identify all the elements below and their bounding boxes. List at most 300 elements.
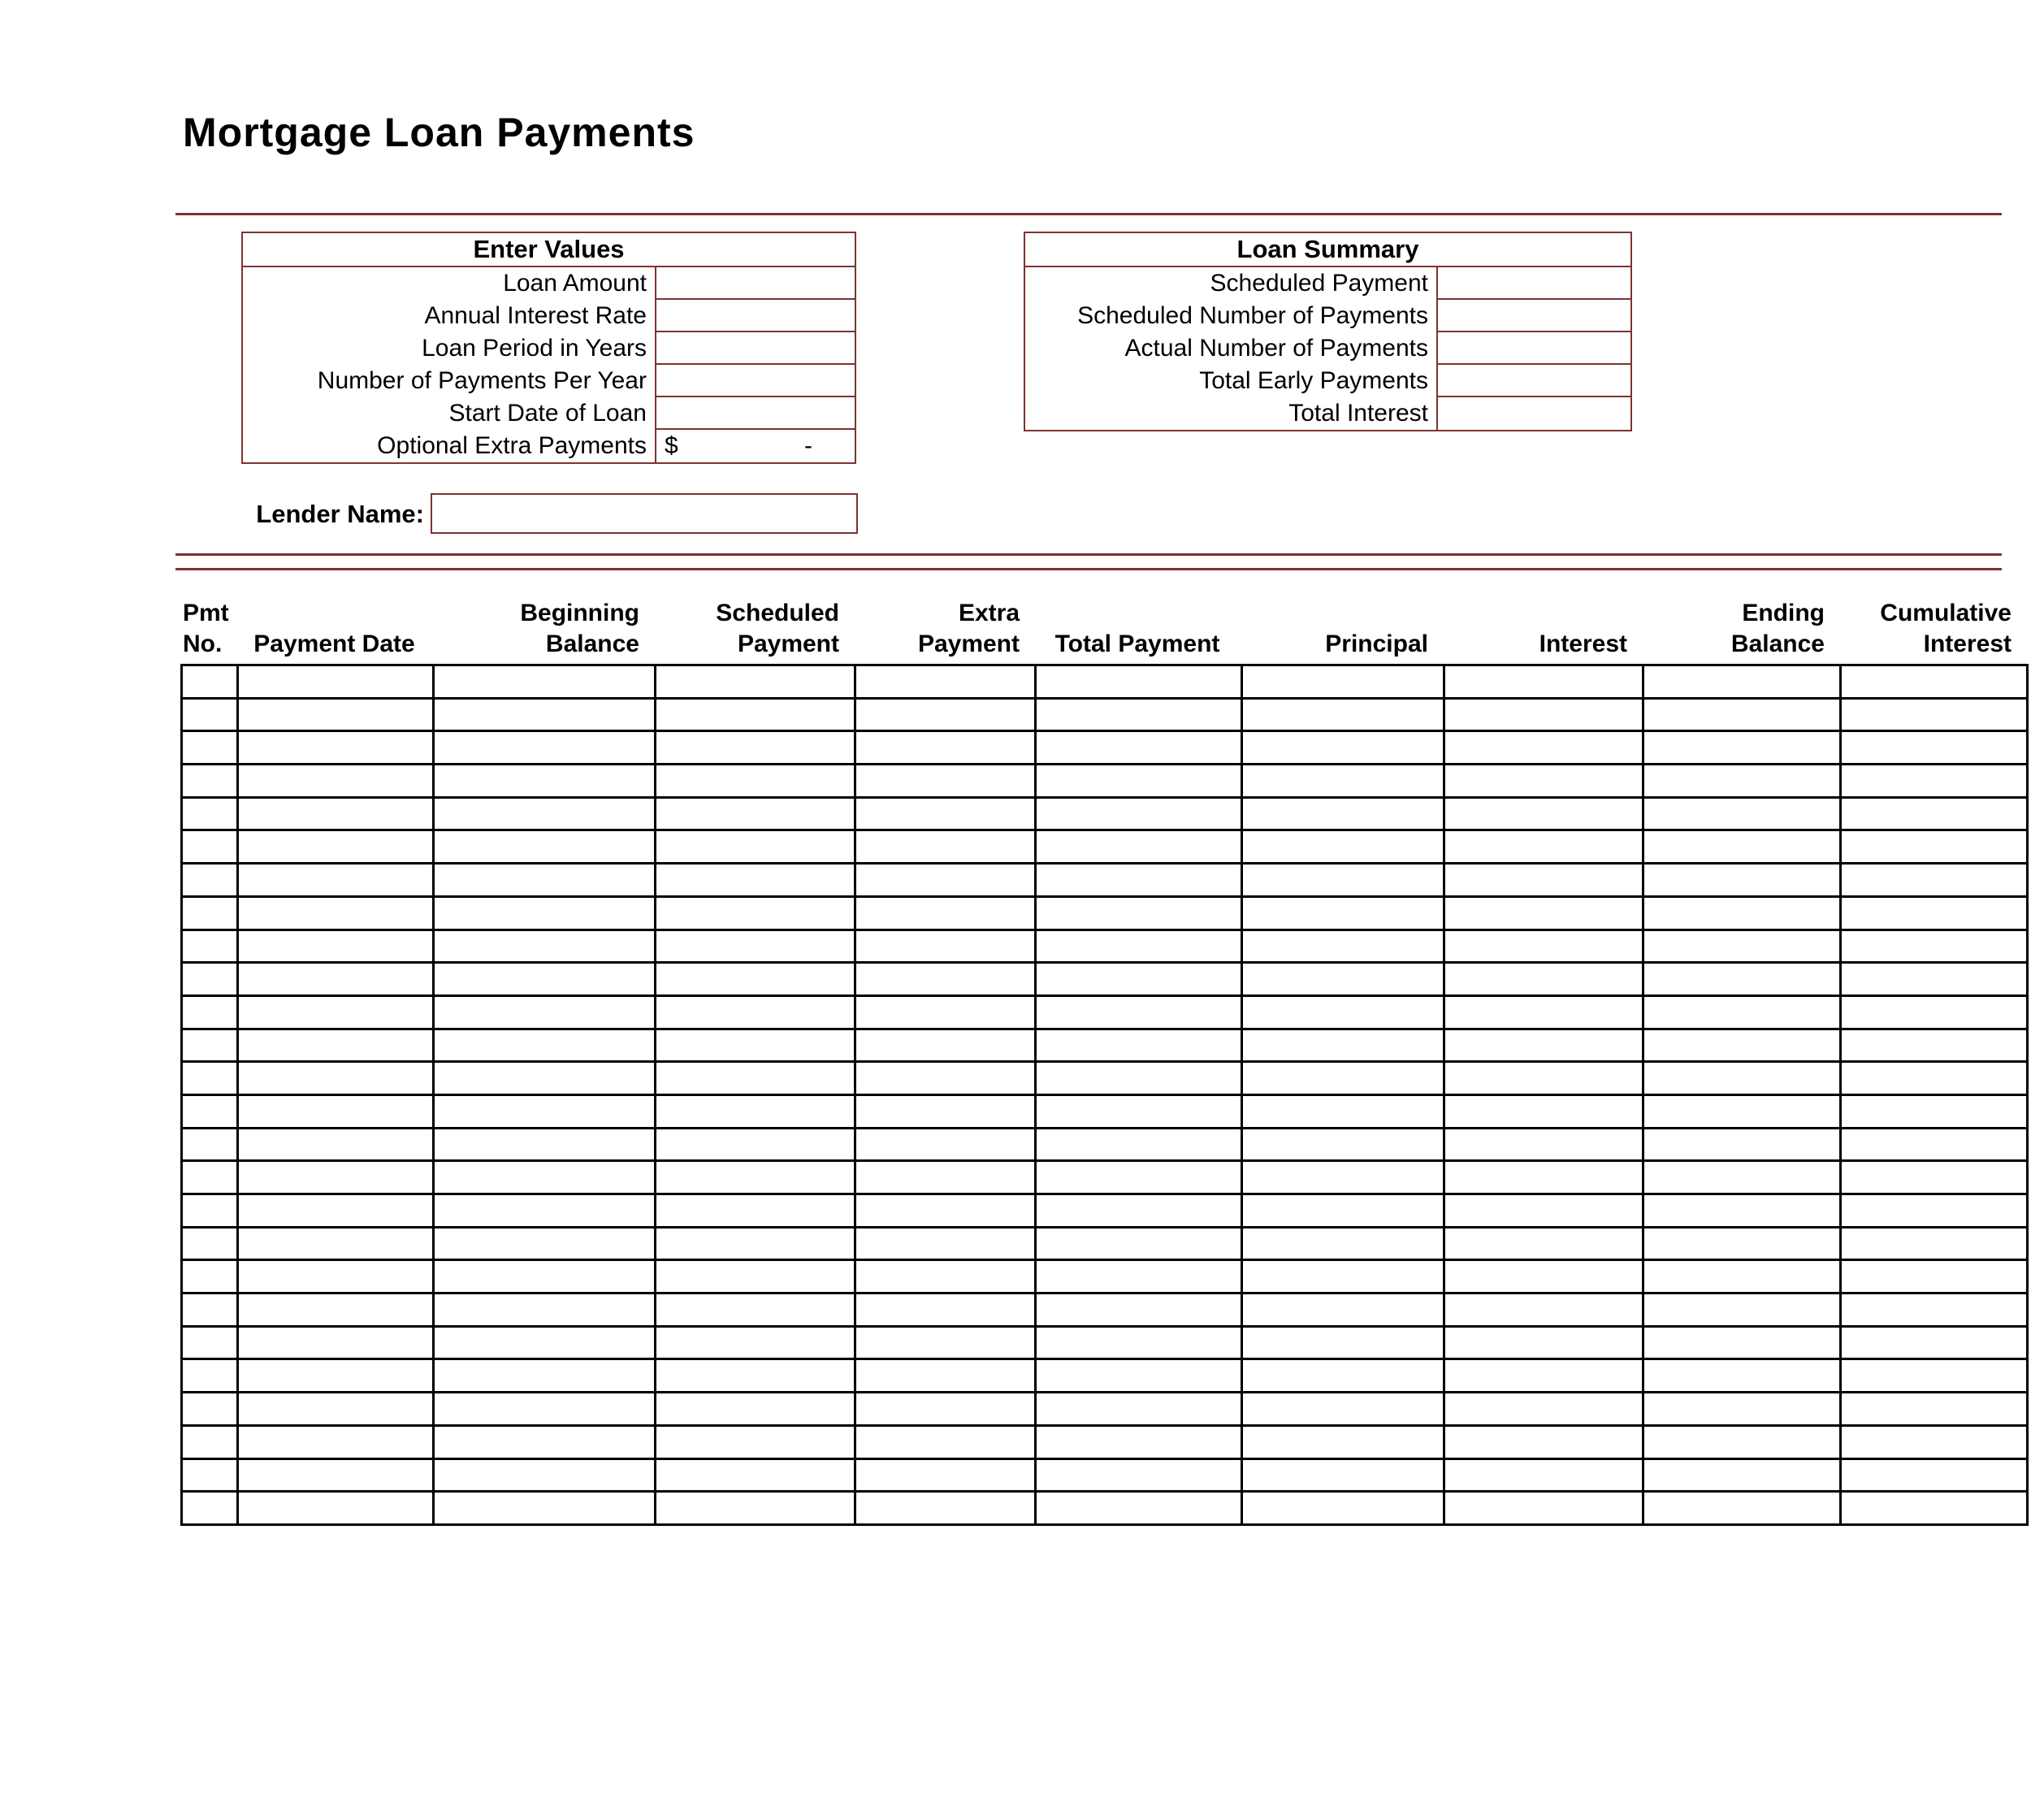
schedule-cell-interest[interactable] <box>1444 963 1643 996</box>
field-row-scheduled-payment <box>1025 267 1630 300</box>
schedule-cell-interest[interactable] <box>1444 1294 1643 1327</box>
schedule-cell-cumulative-interest[interactable] <box>1841 1094 2028 1128</box>
schedule-cell-interest[interactable] <box>1444 1227 1643 1260</box>
schedule-cell-ending-balance[interactable] <box>1643 1161 1841 1194</box>
schedule-cell-interest[interactable] <box>1444 1359 1643 1393</box>
schedule-cell-cumulative-interest[interactable] <box>1841 1161 2028 1194</box>
schedule-cell-total-payment[interactable] <box>1036 1062 1242 1095</box>
schedule-cell-scheduled-payment[interactable] <box>656 1227 855 1260</box>
schedule-row <box>182 1128 2028 1161</box>
schedule-cell-total-payment[interactable] <box>1036 1458 1242 1492</box>
schedule-cell-principal[interactable] <box>1242 1029 1444 1062</box>
schedule-cell-interest[interactable] <box>1444 830 1643 864</box>
schedule-cell-beginning-balance[interactable] <box>434 1294 656 1327</box>
schedule-cell-interest[interactable] <box>1444 1425 1643 1458</box>
schedule-cell-extra-payment[interactable] <box>855 1425 1036 1458</box>
schedule-cell-pmt-no[interactable] <box>182 1094 238 1128</box>
schedule-cell-payment-date[interactable] <box>238 864 434 897</box>
schedule-cell-total-payment[interactable] <box>1036 1094 1242 1128</box>
schedule-cell-interest[interactable] <box>1444 1128 1643 1161</box>
schedule-cell-principal[interactable] <box>1242 1393 1444 1426</box>
value-cell-optional-extra-payments[interactable] <box>655 430 855 462</box>
value-cell-loan-period-in-years[interactable] <box>655 332 855 365</box>
schedule-cell-total-payment[interactable] <box>1036 995 1242 1029</box>
schedule-cell-principal[interactable] <box>1242 864 1444 897</box>
schedule-cell-cumulative-interest[interactable] <box>1841 963 2028 996</box>
schedule-cell-extra-payment[interactable] <box>855 1128 1036 1161</box>
schedule-cell-ending-balance[interactable] <box>1643 1260 1841 1294</box>
schedule-cell-payment-date[interactable] <box>238 1094 434 1128</box>
schedule-cell-scheduled-payment[interactable] <box>656 995 855 1029</box>
schedule-cell-payment-date[interactable] <box>238 1326 434 1359</box>
schedule-cell-interest[interactable] <box>1444 1062 1643 1095</box>
field-row-number-of-payments-per-year <box>243 365 855 397</box>
schedule-cell-cumulative-interest[interactable] <box>1841 731 2028 765</box>
schedule-cell-total-payment[interactable] <box>1036 1359 1242 1393</box>
schedule-cell-extra-payment[interactable] <box>855 963 1036 996</box>
field-label-scheduled-number-of-payments: Scheduled Number of Payments <box>1077 302 1428 329</box>
schedule-cell-beginning-balance[interactable] <box>434 995 656 1029</box>
schedule-cell-pmt-no[interactable] <box>182 731 238 765</box>
schedule-cell-pmt-no[interactable] <box>182 1393 238 1426</box>
schedule-cell-extra-payment[interactable] <box>855 797 1036 830</box>
schedule-cell-ending-balance[interactable] <box>1643 963 1841 996</box>
schedule-cell-ending-balance[interactable] <box>1643 995 1841 1029</box>
schedule-cell-ending-balance[interactable] <box>1643 896 1841 930</box>
schedule-cell-principal[interactable] <box>1242 995 1444 1029</box>
schedule-cell-total-payment[interactable] <box>1036 1425 1242 1458</box>
schedule-cell-payment-date[interactable] <box>238 830 434 864</box>
schedule-cell-total-payment[interactable] <box>1036 1227 1242 1260</box>
schedule-cell-ending-balance[interactable] <box>1643 1458 1841 1492</box>
schedule-cell-payment-date[interactable] <box>238 995 434 1029</box>
schedule-cell-extra-payment[interactable] <box>855 864 1036 897</box>
schedule-cell-cumulative-interest[interactable] <box>1841 1393 2028 1426</box>
schedule-cell-pmt-no[interactable] <box>182 1062 238 1095</box>
schedule-cell-beginning-balance[interactable] <box>434 1062 656 1095</box>
schedule-cell-principal[interactable] <box>1242 930 1444 963</box>
header-ending-balance-line-2: Balance <box>1730 630 1825 657</box>
schedule-cell-scheduled-payment[interactable] <box>656 830 855 864</box>
schedule-cell-pmt-no[interactable] <box>182 1294 238 1327</box>
schedule-cell-cumulative-interest[interactable] <box>1841 797 2028 830</box>
schedule-cell-principal[interactable] <box>1242 797 1444 830</box>
schedule-cell-interest[interactable] <box>1444 864 1643 897</box>
schedule-cell-scheduled-payment[interactable] <box>656 1326 855 1359</box>
schedule-cell-total-payment[interactable] <box>1036 1492 1242 1525</box>
schedule-cell-payment-date[interactable] <box>238 765 434 798</box>
schedule-cell-extra-payment[interactable] <box>855 1029 1036 1062</box>
schedule-cell-principal[interactable] <box>1242 1161 1444 1194</box>
schedule-cell-extra-payment[interactable] <box>855 930 1036 963</box>
schedule-cell-extra-payment[interactable] <box>855 1094 1036 1128</box>
schedule-cell-interest[interactable] <box>1444 1260 1643 1294</box>
schedule-cell-ending-balance[interactable] <box>1643 731 1841 765</box>
schedule-cell-beginning-balance[interactable] <box>434 1029 656 1062</box>
schedule-cell-cumulative-interest[interactable] <box>1841 698 2028 731</box>
schedule-cell-pmt-no[interactable] <box>182 1227 238 1260</box>
schedule-cell-principal[interactable] <box>1242 1326 1444 1359</box>
schedule-row <box>182 1161 2028 1194</box>
schedule-cell-beginning-balance[interactable] <box>434 731 656 765</box>
schedule-cell-interest[interactable] <box>1444 1492 1643 1525</box>
schedule-cell-cumulative-interest[interactable] <box>1841 1062 2028 1095</box>
schedule-cell-ending-balance[interactable] <box>1643 1194 1841 1228</box>
schedule-cell-scheduled-payment[interactable] <box>656 1425 855 1458</box>
schedule-cell-interest[interactable] <box>1444 896 1643 930</box>
schedule-cell-principal[interactable] <box>1242 731 1444 765</box>
schedule-cell-payment-date[interactable] <box>238 896 434 930</box>
value-cell-start-date-of-loan[interactable] <box>655 397 855 430</box>
schedule-cell-principal[interactable] <box>1242 1227 1444 1260</box>
schedule-cell-principal[interactable] <box>1242 963 1444 996</box>
schedule-cell-interest[interactable] <box>1444 1326 1643 1359</box>
schedule-cell-pmt-no[interactable] <box>182 1161 238 1194</box>
schedule-cell-extra-payment[interactable] <box>855 830 1036 864</box>
schedule-cell-payment-date[interactable] <box>238 1029 434 1062</box>
schedule-cell-ending-balance[interactable] <box>1643 665 1841 699</box>
value-cell-actual-number-of-payments <box>1436 332 1630 365</box>
schedule-cell-beginning-balance[interactable] <box>434 1194 656 1228</box>
schedule-cell-principal[interactable] <box>1242 1294 1444 1327</box>
schedule-cell-pmt-no[interactable] <box>182 797 238 830</box>
schedule-cell-pmt-no[interactable] <box>182 1128 238 1161</box>
schedule-cell-ending-balance[interactable] <box>1643 765 1841 798</box>
schedule-cell-total-payment[interactable] <box>1036 1294 1242 1327</box>
schedule-row <box>182 1029 2028 1062</box>
schedule-cell-extra-payment[interactable] <box>855 765 1036 798</box>
schedule-cell-ending-balance[interactable] <box>1643 830 1841 864</box>
schedule-cell-ending-balance[interactable] <box>1643 1492 1841 1525</box>
schedule-row <box>182 1227 2028 1260</box>
schedule-cell-beginning-balance[interactable] <box>434 896 656 930</box>
schedule-cell-ending-balance[interactable] <box>1643 1062 1841 1095</box>
schedule-cell-principal[interactable] <box>1242 765 1444 798</box>
schedule-cell-scheduled-payment[interactable] <box>656 1194 855 1228</box>
page-title: Mortgage Loan Payments <box>183 110 695 155</box>
schedule-cell-payment-date[interactable] <box>238 1227 434 1260</box>
schedule-cell-pmt-no[interactable] <box>182 995 238 1029</box>
schedule-cell-interest[interactable] <box>1444 1194 1643 1228</box>
schedule-cell-extra-payment[interactable] <box>855 1294 1036 1327</box>
schedule-cell-scheduled-payment[interactable] <box>656 1128 855 1161</box>
schedule-cell-cumulative-interest[interactable] <box>1841 1194 2028 1228</box>
field-label-actual-number-of-payments: Actual Number of Payments <box>1124 335 1428 362</box>
schedule-cell-payment-date[interactable] <box>238 1194 434 1228</box>
schedule-cell-pmt-no[interactable] <box>182 1194 238 1228</box>
schedule-cell-extra-payment[interactable] <box>855 1260 1036 1294</box>
schedule-cell-extra-payment[interactable] <box>855 731 1036 765</box>
schedule-row <box>182 995 2028 1029</box>
header-beginning-balance-line-1: Beginning <box>520 600 639 626</box>
schedule-row <box>182 1492 2028 1525</box>
schedule-cell-total-payment[interactable] <box>1036 896 1242 930</box>
schedule-cell-scheduled-payment[interactable] <box>656 963 855 996</box>
schedule-cell-total-payment[interactable] <box>1036 731 1242 765</box>
schedule-cell-scheduled-payment[interactable] <box>656 930 855 963</box>
schedule-cell-principal[interactable] <box>1242 1128 1444 1161</box>
schedule-cell-pmt-no[interactable] <box>182 1359 238 1393</box>
schedule-cell-principal[interactable] <box>1242 1492 1444 1525</box>
schedule-cell-payment-date[interactable] <box>238 1393 434 1426</box>
schedule-cell-payment-date[interactable] <box>238 665 434 699</box>
schedule-cell-interest[interactable] <box>1444 765 1643 798</box>
schedule-cell-principal[interactable] <box>1242 1062 1444 1095</box>
schedule-cell-interest[interactable] <box>1444 1094 1643 1128</box>
schedule-cell-ending-balance[interactable] <box>1643 1393 1841 1426</box>
schedule-cell-ending-balance[interactable] <box>1643 698 1841 731</box>
schedule-cell-beginning-balance[interactable] <box>434 1326 656 1359</box>
schedule-cell-extra-payment[interactable] <box>855 1227 1036 1260</box>
schedule-cell-ending-balance[interactable] <box>1643 930 1841 963</box>
schedule-cell-pmt-no[interactable] <box>182 930 238 963</box>
field-row-total-early-payments <box>1025 365 1630 397</box>
schedule-cell-scheduled-payment[interactable] <box>656 1062 855 1095</box>
schedule-cell-payment-date[interactable] <box>238 1128 434 1161</box>
schedule-cell-interest[interactable] <box>1444 731 1643 765</box>
schedule-cell-total-payment[interactable] <box>1036 1128 1242 1161</box>
schedule-cell-cumulative-interest[interactable] <box>1841 1260 2028 1294</box>
schedule-cell-extra-payment[interactable] <box>855 995 1036 1029</box>
schedule-cell-beginning-balance[interactable] <box>434 1425 656 1458</box>
schedule-cell-interest[interactable] <box>1444 995 1643 1029</box>
schedule-cell-payment-date[interactable] <box>238 1359 434 1393</box>
schedule-cell-ending-balance[interactable] <box>1643 1227 1841 1260</box>
schedule-cell-payment-date[interactable] <box>238 963 434 996</box>
schedule-cell-total-payment[interactable] <box>1036 1326 1242 1359</box>
schedule-cell-beginning-balance[interactable] <box>434 1260 656 1294</box>
schedule-cell-payment-date[interactable] <box>238 1062 434 1095</box>
schedule-cell-principal[interactable] <box>1242 830 1444 864</box>
schedule-row <box>182 1294 2028 1327</box>
schedule-cell-principal[interactable] <box>1242 1359 1444 1393</box>
schedule-cell-extra-payment[interactable] <box>855 1458 1036 1492</box>
schedule-cell-pmt-no[interactable] <box>182 1425 238 1458</box>
schedule-cell-ending-balance[interactable] <box>1643 1425 1841 1458</box>
schedule-cell-scheduled-payment[interactable] <box>656 1029 855 1062</box>
schedule-cell-pmt-no[interactable] <box>182 1029 238 1062</box>
schedule-cell-cumulative-interest[interactable] <box>1841 896 2028 930</box>
schedule-cell-pmt-no[interactable] <box>182 864 238 897</box>
schedule-cell-scheduled-payment[interactable] <box>656 1094 855 1128</box>
field-row-loan-amount <box>243 267 855 300</box>
schedule-cell-scheduled-payment[interactable] <box>656 731 855 765</box>
schedule-cell-total-payment[interactable] <box>1036 830 1242 864</box>
schedule-cell-pmt-no[interactable] <box>182 765 238 798</box>
schedule-cell-ending-balance[interactable] <box>1643 864 1841 897</box>
schedule-cell-beginning-balance[interactable] <box>434 1458 656 1492</box>
schedule-cell-beginning-balance[interactable] <box>434 1128 656 1161</box>
schedule-cell-extra-payment[interactable] <box>855 1359 1036 1393</box>
schedule-cell-scheduled-payment[interactable] <box>656 1161 855 1194</box>
schedule-cell-total-payment[interactable] <box>1036 1194 1242 1228</box>
value-text: - <box>804 432 812 459</box>
schedule-cell-payment-date[interactable] <box>238 930 434 963</box>
schedule-cell-total-payment[interactable] <box>1036 963 1242 996</box>
schedule-cell-scheduled-payment[interactable] <box>656 1393 855 1426</box>
schedule-cell-beginning-balance[interactable] <box>434 1393 656 1426</box>
schedule-cell-ending-balance[interactable] <box>1643 1094 1841 1128</box>
schedule-cell-cumulative-interest[interactable] <box>1841 665 2028 699</box>
schedule-cell-pmt-no[interactable] <box>182 963 238 996</box>
schedule-cell-ending-balance[interactable] <box>1643 1128 1841 1161</box>
schedule-header-cell-interest <box>1443 629 1642 660</box>
schedule-cell-ending-balance[interactable] <box>1643 1326 1841 1359</box>
schedule-cell-pmt-no[interactable] <box>182 1260 238 1294</box>
lender-name-input[interactable] <box>431 493 858 534</box>
schedule-cell-interest[interactable] <box>1444 1393 1643 1426</box>
schedule-cell-cumulative-interest[interactable] <box>1841 1326 2028 1359</box>
schedule-cell-total-payment[interactable] <box>1036 698 1242 731</box>
schedule-cell-scheduled-payment[interactable] <box>656 797 855 830</box>
schedule-cell-cumulative-interest[interactable] <box>1841 930 2028 963</box>
schedule-cell-payment-date[interactable] <box>238 731 434 765</box>
schedule-cell-cumulative-interest[interactable] <box>1841 1359 2028 1393</box>
schedule-cell-beginning-balance[interactable] <box>434 1094 656 1128</box>
schedule-cell-scheduled-payment[interactable] <box>656 1260 855 1294</box>
schedule-cell-total-payment[interactable] <box>1036 864 1242 897</box>
schedule-cell-beginning-balance[interactable] <box>434 765 656 798</box>
schedule-cell-pmt-no[interactable] <box>182 1326 238 1359</box>
schedule-cell-beginning-balance[interactable] <box>434 864 656 897</box>
schedule-cell-pmt-no[interactable] <box>182 896 238 930</box>
schedule-cell-cumulative-interest[interactable] <box>1841 1425 2028 1458</box>
schedule-cell-beginning-balance[interactable] <box>434 797 656 830</box>
schedule-cell-ending-balance[interactable] <box>1643 797 1841 830</box>
schedule-cell-cumulative-interest[interactable] <box>1841 765 2028 798</box>
schedule-cell-payment-date[interactable] <box>238 1294 434 1327</box>
value-cell-number-of-payments-per-year[interactable] <box>655 365 855 397</box>
schedule-cell-scheduled-payment[interactable] <box>656 1492 855 1525</box>
schedule-cell-interest[interactable] <box>1444 665 1643 699</box>
schedule-cell-pmt-no[interactable] <box>182 665 238 699</box>
schedule-cell-extra-payment[interactable] <box>855 1194 1036 1228</box>
schedule-cell-payment-date[interactable] <box>238 797 434 830</box>
header-pmt-no-line-2: No. <box>183 630 223 657</box>
schedule-cell-pmt-no[interactable] <box>182 1492 238 1525</box>
value-cell-scheduled-number-of-payments <box>1436 300 1630 332</box>
schedule-cell-cumulative-interest[interactable] <box>1841 1128 2028 1161</box>
schedule-cell-ending-balance[interactable] <box>1643 1294 1841 1327</box>
schedule-cell-principal[interactable] <box>1242 698 1444 731</box>
schedule-cell-extra-payment[interactable] <box>855 1393 1036 1426</box>
schedule-cell-total-payment[interactable] <box>1036 930 1242 963</box>
schedule-cell-beginning-balance[interactable] <box>434 1359 656 1393</box>
schedule-cell-cumulative-interest[interactable] <box>1841 1294 2028 1327</box>
schedule-cell-interest[interactable] <box>1444 1029 1643 1062</box>
schedule-cell-extra-payment[interactable] <box>855 1062 1036 1095</box>
schedule-cell-total-payment[interactable] <box>1036 765 1242 798</box>
schedule-cell-ending-balance[interactable] <box>1643 1029 1841 1062</box>
schedule-cell-total-payment[interactable] <box>1036 797 1242 830</box>
schedule-cell-interest[interactable] <box>1444 797 1643 830</box>
schedule-cell-beginning-balance[interactable] <box>434 930 656 963</box>
header-pmt-no-line-1: Pmt <box>183 600 229 626</box>
schedule-cell-scheduled-payment[interactable] <box>656 765 855 798</box>
schedule-cell-total-payment[interactable] <box>1036 1260 1242 1294</box>
schedule-cell-interest[interactable] <box>1444 1458 1643 1492</box>
schedule-cell-principal[interactable] <box>1242 1425 1444 1458</box>
payment-schedule-table <box>180 664 2029 1526</box>
schedule-cell-payment-date[interactable] <box>238 1492 434 1525</box>
schedule-cell-scheduled-payment[interactable] <box>656 1294 855 1327</box>
schedule-cell-extra-payment[interactable] <box>855 896 1036 930</box>
schedule-cell-extra-payment[interactable] <box>855 1492 1036 1525</box>
schedule-cell-interest[interactable] <box>1444 1161 1643 1194</box>
schedule-cell-cumulative-interest[interactable] <box>1841 864 2028 897</box>
schedule-cell-total-payment[interactable] <box>1036 665 1242 699</box>
value-cell-loan-amount[interactable] <box>655 267 855 300</box>
schedule-cell-payment-date[interactable] <box>238 1161 434 1194</box>
schedule-cell-cumulative-interest[interactable] <box>1841 1492 2028 1525</box>
schedule-cell-principal[interactable] <box>1242 1260 1444 1294</box>
schedule-cell-scheduled-payment[interactable] <box>656 864 855 897</box>
schedule-header-cell-scheduled-payment <box>654 598 854 660</box>
schedule-cell-cumulative-interest[interactable] <box>1841 830 2028 864</box>
schedule-cell-payment-date[interactable] <box>238 1458 434 1492</box>
schedule-cell-extra-payment[interactable] <box>855 1326 1036 1359</box>
schedule-cell-cumulative-interest[interactable] <box>1841 995 2028 1029</box>
schedule-cell-scheduled-payment[interactable] <box>656 665 855 699</box>
value-cell-total-interest <box>1436 397 1630 430</box>
schedule-cell-cumulative-interest[interactable] <box>1841 1458 2028 1492</box>
schedule-row <box>182 930 2028 963</box>
schedule-cell-beginning-balance[interactable] <box>434 1492 656 1525</box>
schedule-cell-beginning-balance[interactable] <box>434 698 656 731</box>
schedule-cell-extra-payment[interactable] <box>855 665 1036 699</box>
schedule-cell-payment-date[interactable] <box>238 1425 434 1458</box>
schedule-cell-payment-date[interactable] <box>238 1260 434 1294</box>
header-scheduled-payment-line-2: Payment <box>737 630 839 657</box>
schedule-cell-principal[interactable] <box>1242 1094 1444 1128</box>
schedule-cell-pmt-no[interactable] <box>182 698 238 731</box>
schedule-cell-scheduled-payment[interactable] <box>656 1359 855 1393</box>
header-payment-date-line-1: Payment Date <box>253 630 415 657</box>
schedule-cell-total-payment[interactable] <box>1036 1029 1242 1062</box>
schedule-cell-beginning-balance[interactable] <box>434 1161 656 1194</box>
schedule-cell-total-payment[interactable] <box>1036 1161 1242 1194</box>
loan-summary-header: Loan Summary <box>1025 233 1630 267</box>
schedule-cell-pmt-no[interactable] <box>182 830 238 864</box>
schedule-cell-scheduled-payment[interactable] <box>656 896 855 930</box>
schedule-cell-beginning-balance[interactable] <box>434 830 656 864</box>
schedule-cell-cumulative-interest[interactable] <box>1841 1227 2028 1260</box>
schedule-cell-extra-payment[interactable] <box>855 698 1036 731</box>
schedule-cell-cumulative-interest[interactable] <box>1841 1029 2028 1062</box>
schedule-cell-payment-date[interactable] <box>238 698 434 731</box>
schedule-header-cell-total-payment <box>1034 629 1241 660</box>
schedule-cell-beginning-balance[interactable] <box>434 665 656 699</box>
schedule-cell-beginning-balance[interactable] <box>434 1227 656 1260</box>
schedule-cell-beginning-balance[interactable] <box>434 963 656 996</box>
schedule-cell-pmt-no[interactable] <box>182 1458 238 1492</box>
schedule-cell-interest[interactable] <box>1444 698 1643 731</box>
schedule-cell-principal[interactable] <box>1242 896 1444 930</box>
schedule-cell-scheduled-payment[interactable] <box>656 698 855 731</box>
schedule-cell-principal[interactable] <box>1242 665 1444 699</box>
schedule-cell-principal[interactable] <box>1242 1194 1444 1228</box>
schedule-cell-extra-payment[interactable] <box>855 1161 1036 1194</box>
value-cell-annual-interest-rate[interactable] <box>655 300 855 332</box>
schedule-cell-principal[interactable] <box>1242 1458 1444 1492</box>
schedule-cell-interest[interactable] <box>1444 930 1643 963</box>
header-beginning-balance-line-2: Balance <box>545 630 639 657</box>
schedule-cell-scheduled-payment[interactable] <box>656 1458 855 1492</box>
schedule-cell-total-payment[interactable] <box>1036 1393 1242 1426</box>
header-principal-line-1: Principal <box>1325 630 1428 657</box>
schedule-cell-ending-balance[interactable] <box>1643 1359 1841 1393</box>
schedule-row <box>182 665 2028 699</box>
